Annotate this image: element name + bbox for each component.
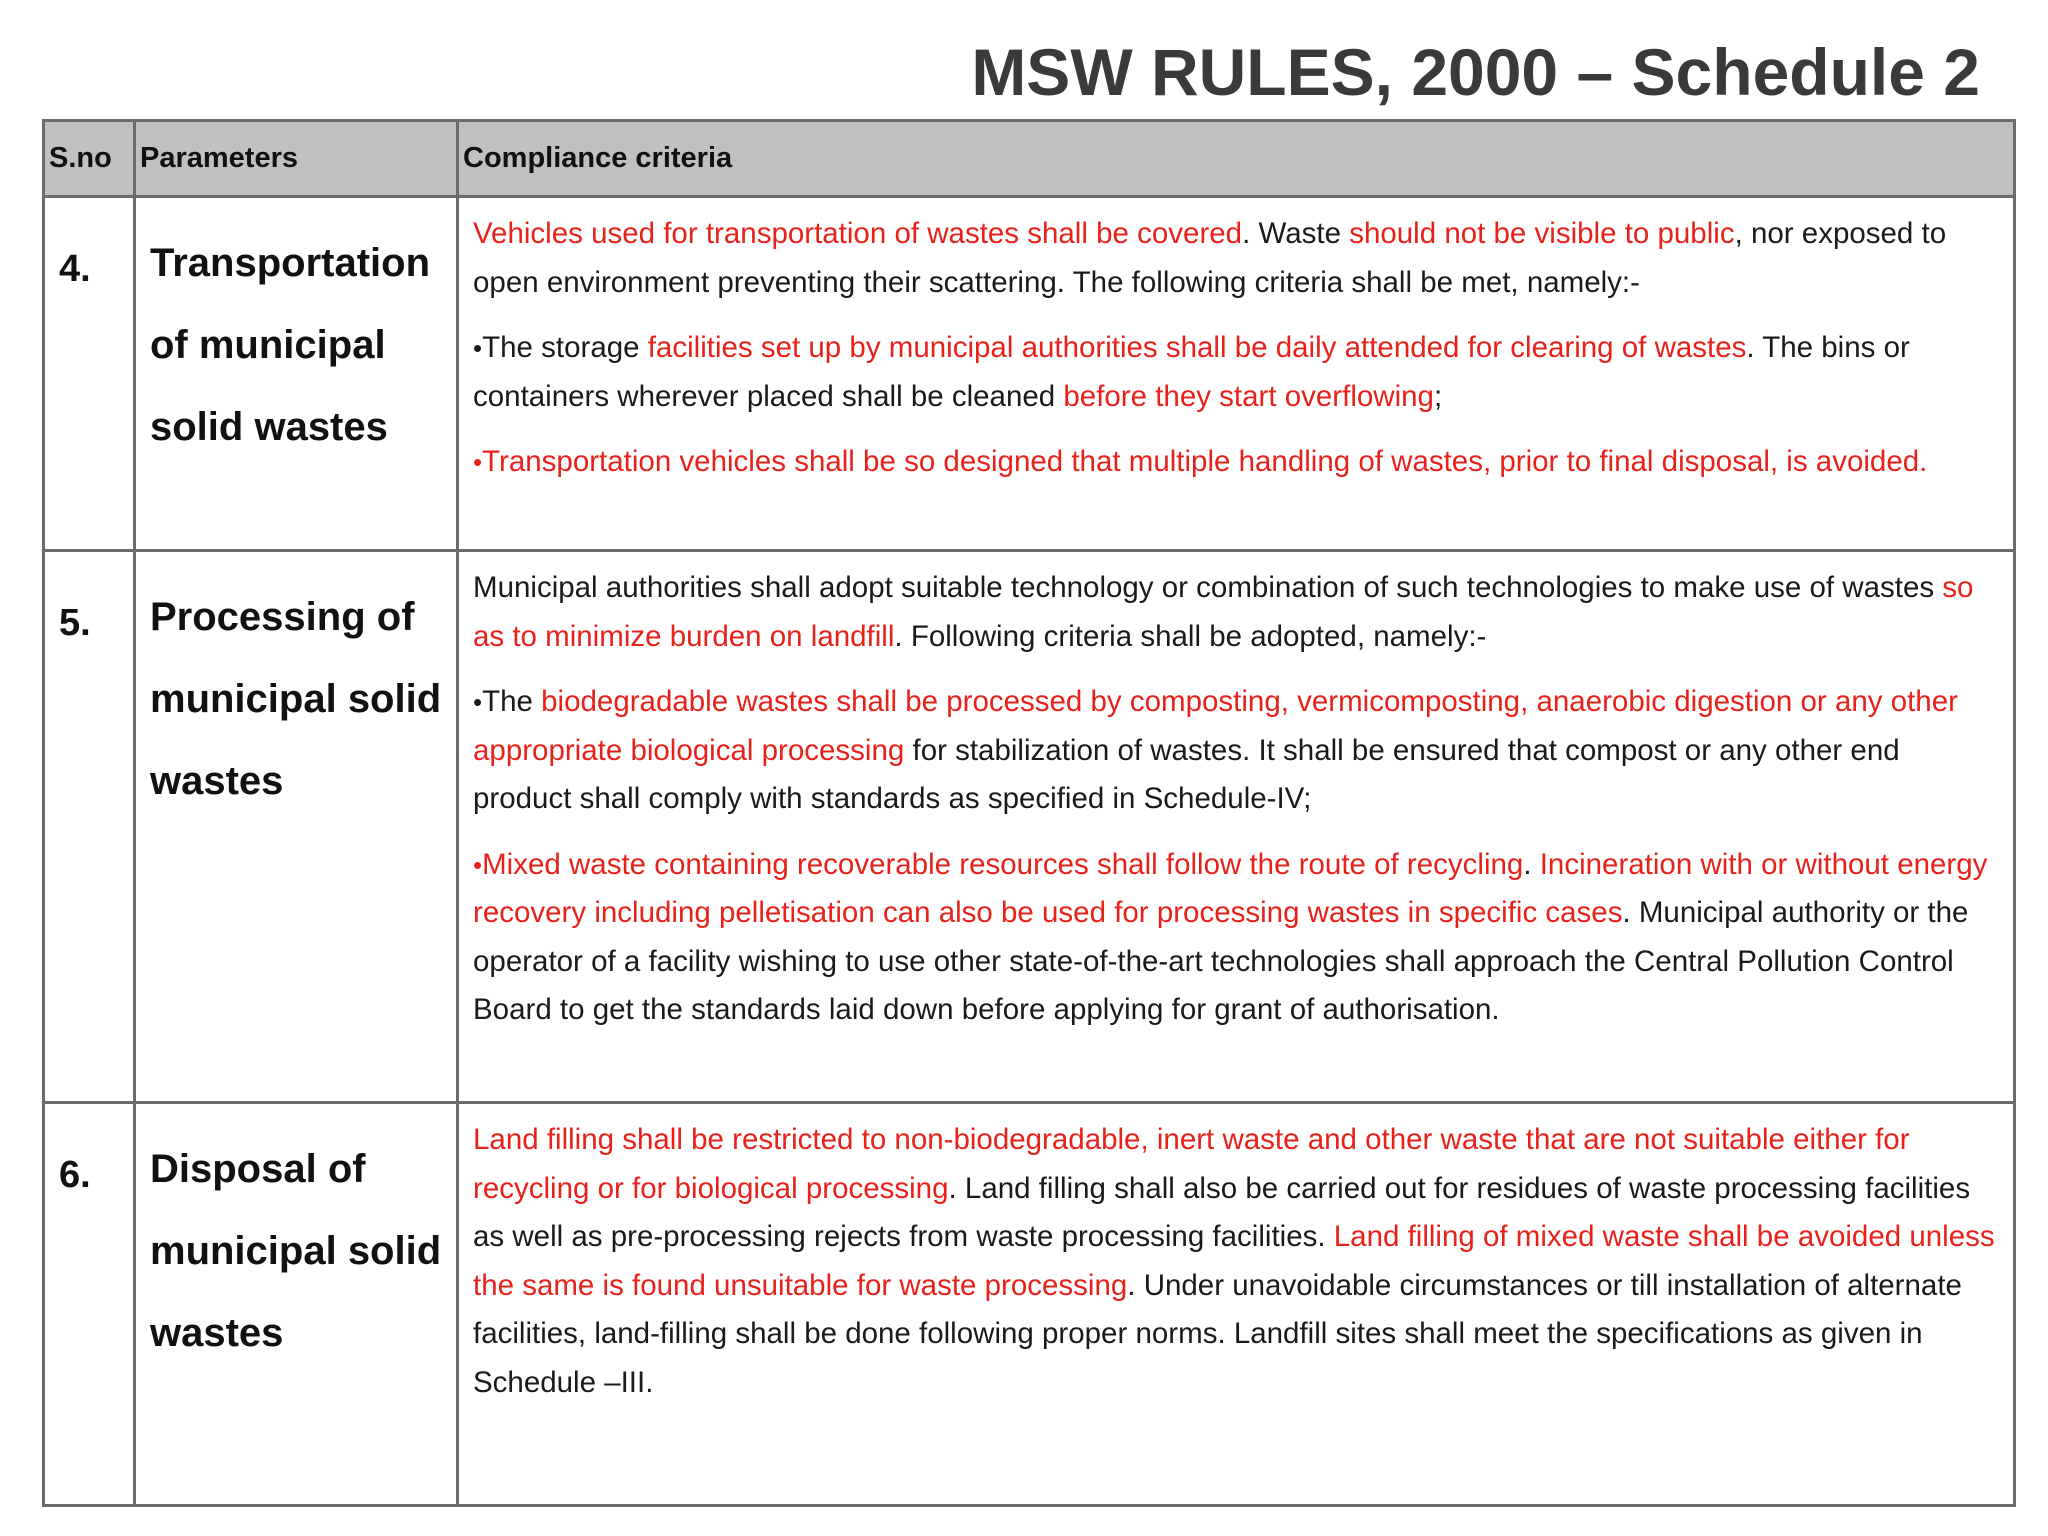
highlighted-text: Transportation vehicles shall be so designed that multiple handling of wastes, prior to final disposal, is avoided. [482, 445, 1928, 478]
body-text: The [482, 685, 542, 718]
header-parameters: Parameters [135, 121, 458, 197]
body-text: . Following criteria shall be adopted, namely:- [894, 619, 1487, 653]
parameter-line: Disposal of [150, 1147, 366, 1191]
row-number: 6. [44, 1103, 135, 1506]
highlighted-text: before they start overflowing [1063, 379, 1434, 413]
criteria-cell [458, 551, 2015, 1103]
row-number: 5. [44, 551, 135, 1103]
parameter-line: wastes [150, 759, 284, 803]
criteria-paragraph [473, 1116, 2001, 1407]
highlighted-text: Incineration with or without energy recovery including pelletisation can also be used for processing wastes in specific cases [473, 847, 1988, 929]
row-number: 4. [44, 197, 135, 551]
body-text: . Municipal authority or the operator of a facility wishing to use other state-of-the-art technologies shall approach the Central Pollution Control Board to get the standards laid down before applying for grant of authorisation. [473, 896, 1969, 1026]
parameter-cell [135, 551, 458, 1103]
parameter-line: Transportation [150, 241, 431, 285]
highlighted-text: Land filling shall be restricted to non-biodegradable, inert waste and other waste that are not suitable either for recycling or for biological processing [473, 1123, 1910, 1205]
criteria-cell [458, 197, 2015, 551]
criteria-bullet [473, 438, 2001, 487]
criteria-bullet [473, 678, 2001, 824]
parameter-line: wastes [150, 1311, 284, 1355]
body-text: for stabilization of wastes. It shall be ensured that compost or any other end product shall comply with standards as specified in Schedule-IV; [473, 733, 1900, 815]
body-text: . [1523, 847, 1540, 881]
header-sno: S.no [44, 121, 135, 197]
body-text: ; [1433, 379, 1443, 413]
parameter-line: municipal solid [150, 1229, 442, 1273]
highlighted-text: Vehicles used for transportation of wastes shall be covered [473, 217, 1243, 250]
page-title: MSW RULES, 2000 – Schedule 2 [971, 35, 1980, 109]
criteria-bullet [473, 324, 2001, 421]
body-text: Municipal authorities shall adopt suitable technology or combination of such technologies to make use of wastes [473, 571, 1943, 604]
compliance-table [42, 119, 2016, 1507]
criteria-bullet [473, 841, 2001, 1035]
header-compliance-criteria: Compliance criteria [458, 121, 2015, 197]
table-row-transportation [44, 197, 2015, 551]
body-text: . Waste [1242, 217, 1350, 250]
parameter-line: Processing of [150, 595, 415, 639]
highlighted-text: Mixed waste containing recoverable resources shall follow the route of recycling [482, 847, 1524, 881]
bullet-icon: • [473, 849, 483, 880]
table-row-processing [44, 551, 2015, 1103]
parameter-cell [135, 1103, 458, 1506]
parameter-cell [135, 197, 458, 551]
criteria-paragraph [473, 564, 2001, 661]
highlighted-text: so as to minimize burden on landfill [473, 571, 1974, 653]
body-text: , nor exposed to open environment preventing their scattering. The following criteria shall be met, namely:- [473, 217, 1947, 299]
highlighted-text: biodegradable wastes shall be processed by composting, vermicomposting, anaerobic digestion or any other appropriate biological processing [473, 685, 1958, 767]
body-text: The storage [482, 331, 648, 364]
body-text: . Under unavoidable circumstances or till installation of alternate facilities, land-filling shall be done following proper norms. Landfill sites shall meet the specifications as given in Schedule –III. [473, 1268, 1962, 1399]
highlighted-text: Land filling of mixed waste shall be avoided unless the same is found unsuitable for waste processing [473, 1220, 1995, 1302]
criteria-paragraph [473, 210, 2001, 307]
body-text: . Land filling shall also be carried out for residues of waste processing facilities as well as pre-processing rejects from waste processing facilities. [473, 1171, 1971, 1253]
table-header-row [44, 121, 2015, 197]
criteria-cell [458, 1103, 2015, 1506]
parameter-line: solid wastes [150, 405, 388, 449]
parameter-line: municipal solid [150, 677, 442, 721]
bullet-icon: • [473, 687, 483, 717]
bullet-icon: • [473, 447, 483, 477]
parameter-line: of municipal [150, 323, 386, 367]
highlighted-text: should not be visible to public [1349, 217, 1735, 250]
table-row-disposal [44, 1103, 2015, 1506]
body-text: . The bins or containers wherever placed shall be cleaned [473, 331, 1910, 413]
bullet-icon: • [473, 333, 483, 363]
highlighted-text: facilities set up by municipal authorities shall be daily attended for clearing of wastes [647, 331, 1747, 364]
